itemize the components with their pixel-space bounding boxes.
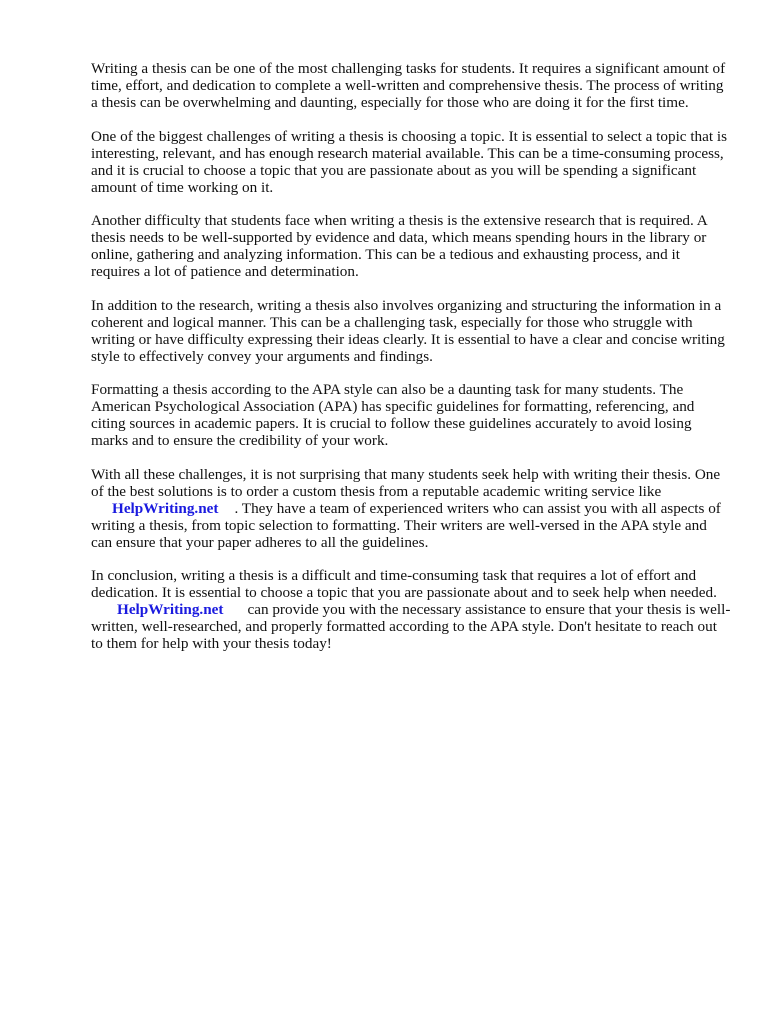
- paragraph-conclusion-text-before: In conclusion, writing a thesis is a difficult and time-consuming task that requires a lot of effort and dedication. It is essential to choose a topic that you are passionate about and to seek help when needed.: [91, 567, 717, 601]
- paragraph-formatting: Formatting a thesis according to the APA style can also be a daunting task for many students. The American Psychological Association (APA) has specific guidelines for formatting, referencing, and citing sources in academic papers. It is crucial to follow these guidelines accurately to avoid losing marks and to ensure the credibility of your work.: [91, 381, 695, 449]
- paragraph-conclusion: [91, 567, 731, 652]
- paragraph-research: Another difficulty that students face when writing a thesis is the extensive research that is required. A thesis needs to be well-supported by evidence and data, which means spending hours in the library or online, gathering and analyzing information. This can be a tedious and exhausting process, and it requires a lot of patience and determination.: [91, 212, 707, 280]
- helpwriting-link-conclusion[interactable]: HelpWriting.net: [117, 601, 224, 618]
- helpwriting-link[interactable]: HelpWriting.net: [112, 499, 219, 517]
- paragraph-help-service-text-before: With all these challenges, it is not surprising that many students seek help with writing their thesis. One of the best solutions is to order a custom thesis from a reputable academic writing service like: [91, 465, 721, 500]
- paragraph-conclusion-text-after: can provide you with the necessary assistance to ensure that your thesis is well-written, well-researched, and properly formatted according to the APA style. Don't hesitate to reach out to them for help with your thesis today!: [91, 601, 731, 652]
- document-page: [91, 60, 731, 669]
- paragraph-help-service-text-after: . They have a team of experienced writers who can assist you with all aspects of writing a thesis, from topic selection to formatting. Their writers are well-versed in the APA style and can ensure that your paper adheres to all the guidelines.: [91, 499, 721, 551]
- paragraph-topic: One of the biggest challenges of writing a thesis is choosing a topic. It is essential to select a topic that is interesting, relevant, and has enough research material available. This can be a time-consuming process, and it is crucial to choose a topic that you are passionate about as you will be spending a significant amount of time working on it.: [91, 127, 728, 196]
- paragraph-help-service: [91, 466, 731, 551]
- paragraph-organizing: In addition to the research, writing a thesis also involves organizing and structuring the information in a coherent and logical manner. This can be a challenging task, especially for those who struggle with writing or have difficulty expressing their ideas clearly. It is essential to have a clear and concise writing style to effectively convey your arguments and findings.: [91, 296, 725, 365]
- paragraph-intro: Writing a thesis can be one of the most challenging tasks for students. It requires a significant amount of time, effort, and dedication to complete a well-written and comprehensive thesis. The process of writing a thesis can be overwhelming and daunting, especially for those who are doing it for the first time.: [91, 60, 726, 111]
